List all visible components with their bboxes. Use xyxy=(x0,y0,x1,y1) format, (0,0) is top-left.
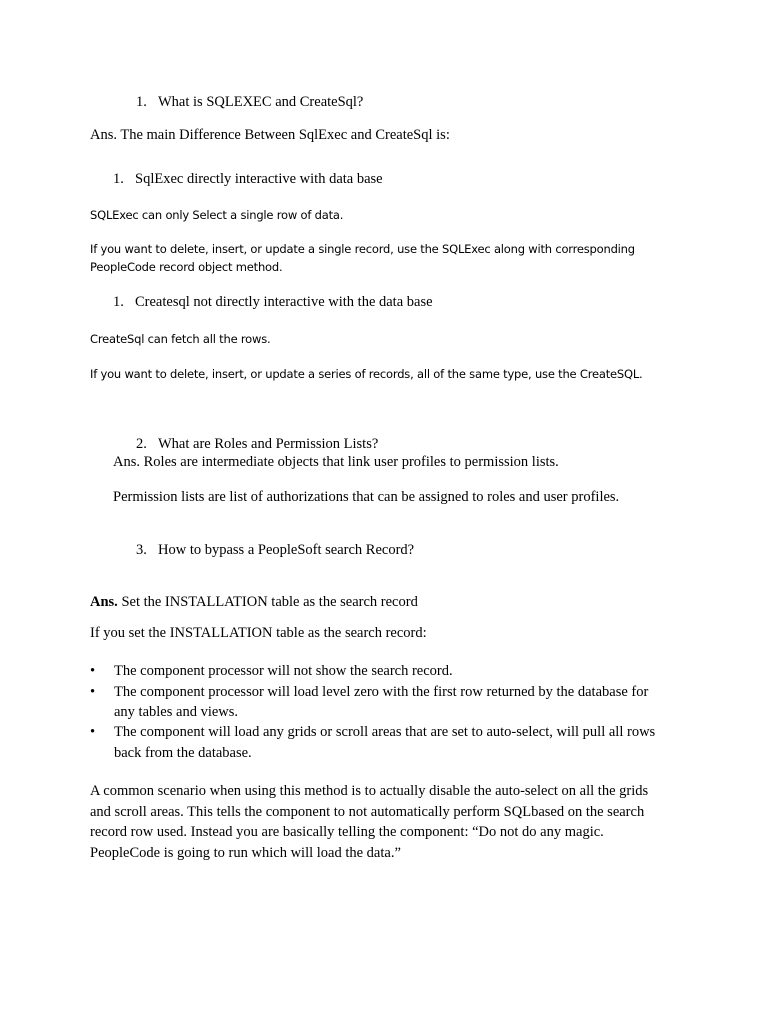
q3-para-line4: PeopleCode is going to run which will load the data.” xyxy=(90,845,401,861)
q2-question: What are Roles and Permission Lists? xyxy=(158,436,379,452)
q2-number: 2. xyxy=(136,436,147,452)
q1-point2-detail1: CreateSql can fetch all the rows. xyxy=(90,332,271,346)
q1-point1 xyxy=(113,169,383,189)
q1-number: 1. xyxy=(136,94,147,110)
q3-number: 3. xyxy=(136,542,147,558)
q1-point1-detail2-line2: PeopleCode record object method. xyxy=(90,260,283,274)
q2-answer-line2: Permission lists are list of authorizations that can be assigned to roles and user profiles. xyxy=(113,489,620,505)
q3-para-line2: and scroll areas. This tells the component to not automatically perform SQLbased on the search xyxy=(90,804,645,820)
q3-para-line3: record row used. Instead you are basically telling the component: “Do not do any magic. xyxy=(90,824,604,840)
bullet-icon: • xyxy=(90,684,96,700)
q1-heading xyxy=(136,92,363,112)
q3-para-line1: A common scenario when using this method is to actually disable the auto-select on all the grids xyxy=(90,783,649,799)
bullet-icon: • xyxy=(90,663,96,679)
q2-heading xyxy=(136,434,378,454)
q1-question: What is SQLEXEC and CreateSql? xyxy=(158,94,364,110)
q1-point2 xyxy=(113,292,433,312)
q3-question: How to bypass a PeopleSoft search Record? xyxy=(158,542,415,558)
q1-point2-detail2: If you want to delete, insert, or update a series of records, all of the same type, use the CreateSQL. xyxy=(90,367,643,381)
q1-point1-text: SqlExec directly interactive with data base xyxy=(135,171,383,187)
q1-point1-detail1: SQLExec can only Select a single row of data. xyxy=(90,208,344,222)
q3-bullet2-line2: any tables and views. xyxy=(114,704,239,720)
q3-heading xyxy=(136,540,414,560)
q1-point1-detail2-line1: If you want to delete, insert, or update a single record, use the SQLExec along with corresponding xyxy=(90,242,635,256)
q1-point2-number: 1. xyxy=(113,294,124,310)
q3-bullet3-line1: The component will load any grids or scroll areas that are set to auto-select, will pull all rows xyxy=(114,724,656,740)
q3-bullet1-line1: The component processor will not show the search record. xyxy=(114,663,453,679)
q1-point2-text: Createsql not directly interactive with the data base xyxy=(135,294,433,310)
q1-answer-intro: Ans. The main Difference Between SqlExec and CreateSql is: xyxy=(90,127,450,143)
q3-ans-label: Ans. xyxy=(90,594,118,610)
q2-answer-line1: Ans. Roles are intermediate objects that link user profiles to permission lists. xyxy=(113,454,559,470)
q1-point1-number: 1. xyxy=(113,171,124,187)
q3-answer xyxy=(90,592,418,612)
q3-bullet3-line2: back from the database. xyxy=(114,745,252,761)
bullet-icon: • xyxy=(90,724,96,740)
q3-intro: If you set the INSTALLATION table as the search record: xyxy=(90,625,427,641)
q3-bullet2-line1: The component processor will load level zero with the first row returned by the database for xyxy=(114,684,649,700)
q3-ans-text: Set the INSTALLATION table as the search record xyxy=(117,594,418,610)
